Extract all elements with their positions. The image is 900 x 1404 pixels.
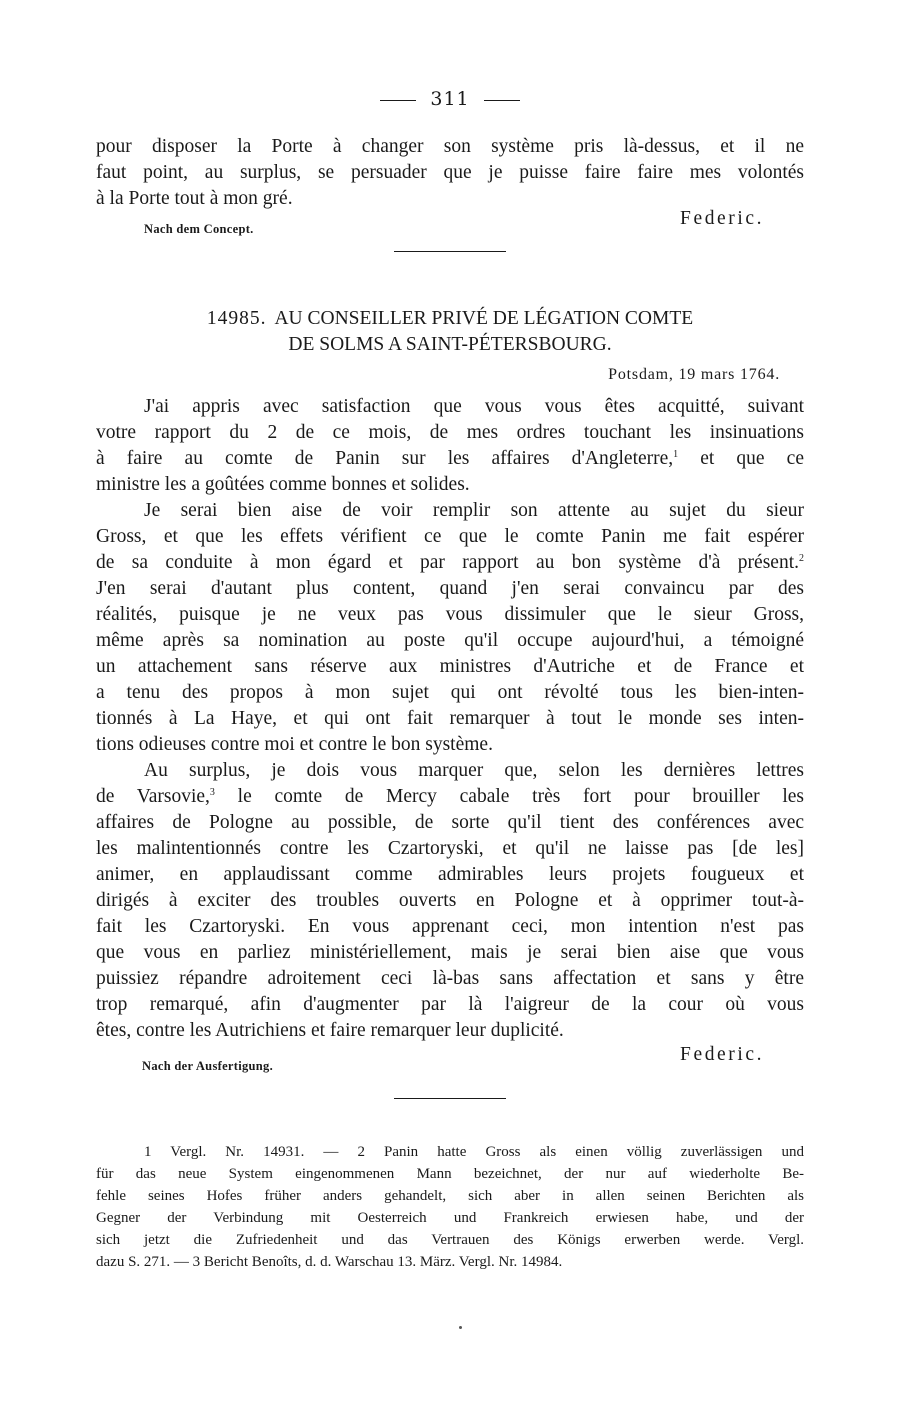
text-line: dirigés à exciter des troubles ouverts en Pologne et à opprimer tout-à- [96,890,804,911]
footnote-line: Gegner der Verbindung mit Oesterreich und Frankreich erwiesen habe, und der [96,1210,804,1226]
letter-number: 14985. [206,308,267,329]
letter-title [110,306,790,358]
text-line: réalités, puisque je ne veux pas vous dissimuler que le sieur Gross, [96,604,804,625]
text-line: faut point, au surplus, se persuader que je puisse faire faire mes volontés [96,162,804,183]
text-line: ministre les a goûtées comme bonnes et solides. [96,474,470,495]
paragraph [96,758,804,1044]
header-dash-left [380,100,416,101]
paragraph [96,498,804,758]
page-header [0,88,900,110]
text-line: trop remarqué, afin d'augmenter par là l'aigreur de la cour où vous [96,994,804,1015]
text-line [96,446,804,472]
text-fragment: de Varsovie, [96,786,210,807]
print-speck [459,1326,462,1329]
text-line: votre rapport du 2 de ce mois, de mes ordres touchant les insinuations [96,422,804,443]
footnotes [96,1141,804,1273]
text-line: fait les Czartoryski. En vous apprenant ceci, mon intention n'est pas [96,916,804,937]
section-divider [394,1098,506,1099]
footnote-line: dazu S. 271. — 3 Bericht Benoîts, d. d. Warschau 13. März. Vergl. Nr. 14984. [96,1254,563,1270]
text-line: Au surplus, je dois vous marquer que, selon les dernières lettres [144,760,804,781]
footnote-mark: 3 [209,787,215,798]
signature: Federic. [680,1044,765,1065]
title-line-1: AU CONSEILLER PRIVÉ DE LÉGATION COMTE [274,308,694,329]
source-note: Nach der Ausfertigung. [142,1059,274,1073]
letter-body [96,394,804,1044]
text-line: Je serai bien aise de voir remplir son attente au sujet du sieur [144,500,804,521]
text-line: que vous en parliez ministériellement, mais je serai bien aise que vous [96,942,804,963]
text-line: même après sa nomination au poste qu'il occupe aujourd'hui, a témoigné [96,630,804,651]
text-line: affaires de Pologne au possible, de sorte qu'il tient des conférences avec [96,812,804,833]
text-line: les malintentionnés contre les Czartoryski, et qu'il ne laisse pas [de les] [96,838,804,859]
footnote-line: sich jetzt die Zufriedenheit und das Vertrauen des Königs erwerben werde. Vergl. [96,1232,804,1248]
text-fragment: à faire au comte de Panin sur les affaires d'Angleterre, [96,448,674,469]
text-fragment: le comte de Mercy cabale très fort pour brouiller les [214,786,804,807]
footnote-line: für das neue System eingenommenen Mann bezeichnet, der nur auf wiederholte Be- [96,1166,804,1182]
text-line: tions odieuses contre moi et contre le bon système. [96,734,493,755]
page-number: 311 [430,88,470,110]
text-line: tionnés à La Haye, et qui ont fait remarquer à tout le monde ses inten- [96,708,804,729]
section-divider [394,251,506,252]
header-dash-right [484,100,520,101]
text-line: pour disposer la Porte à changer son système pris là-dessus, et il ne [96,136,804,157]
text-line: à la Porte tout à mon gré. [96,188,293,209]
title-line-2: DE SOLMS A SAINT-PÉTERSBOURG. [288,334,612,355]
footnote-line: 1 Vergl. Nr. 14931. — 2 Panin hatte Gross als einen völlig zuverlässigen und [144,1144,804,1160]
footnote-line: fehle seines Hofes früher anders gehandelt, sich aber in allen seinen Berichten als [96,1188,804,1204]
signature: Federic. [680,208,765,229]
text-line: puissiez répandre adroitement ceci là-bas sans affectation et sans y être [96,968,804,989]
source-note: Nach dem Concept. [144,222,254,236]
text-line: a tenu des propos à mon sujet qui ont révolté tous les bien-inten- [96,682,804,703]
text-fragment: et que ce [678,448,804,469]
text-line: J'ai appris avec satisfaction que vous vous êtes acquitté, suivant [144,396,804,417]
dateline: Potsdam, 19 mars 1764. [608,366,780,383]
text-line: J'en serai d'autant plus content, quand j'en serai convaincu par des [96,578,804,599]
text-line: êtes, contre les Autrichiens et faire remarquer leur duplicité. [96,1020,564,1041]
text-fragment: de sa conduite à mon égard et par rapport au bon système d'à présent. [96,552,799,573]
text-line: Gross, et que les effets vérifient ce que le comte Panin me fait espérer [96,526,804,547]
text-line: un attachement sans réserve aux ministres d'Autriche et de France et [96,656,804,677]
footnote-mark: 1 [673,449,679,460]
text-line [96,784,804,810]
text-line [96,550,804,576]
text-line: animer, en applaudissant comme admirables leurs projets fougueux et [96,864,804,885]
paragraph [96,394,804,498]
closing-paragraph [96,134,804,212]
footnote-mark: 2 [799,553,804,564]
